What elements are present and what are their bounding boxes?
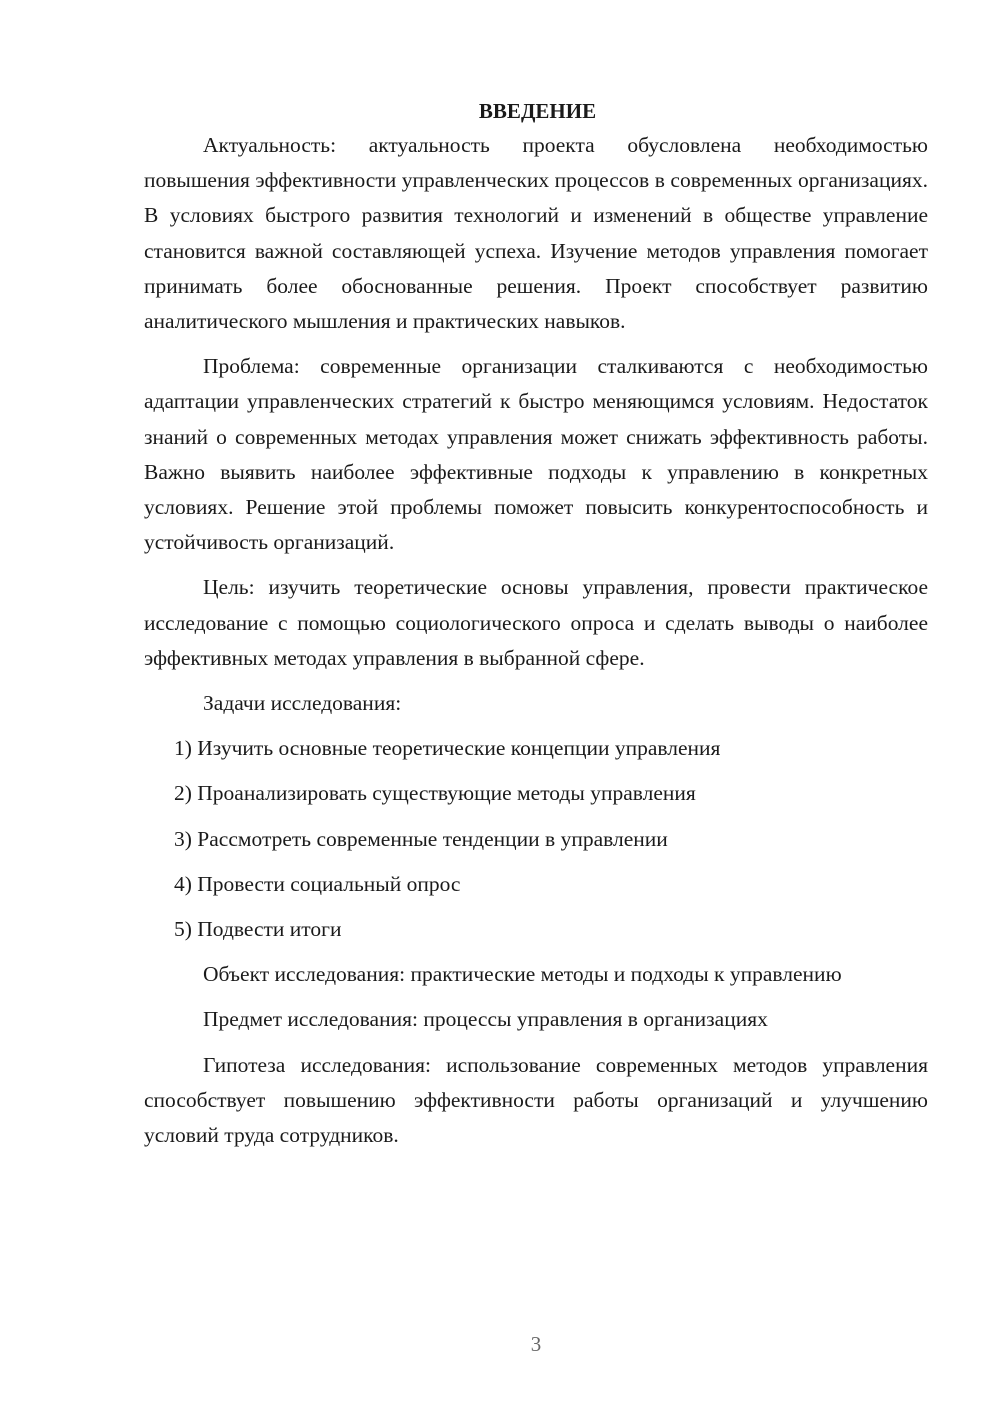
list-item: 2) Проанализировать существующие методы управления — [174, 781, 696, 806]
tasks-list — [144, 731, 928, 947]
goal-paragraph: Цель: изучить теоретические основы управления, провести практическое исследование с помощью социологического опроса и сделать выводы о наиболее эффективных методах управления в выбранной сфере. — [144, 575, 928, 670]
hypothesis-paragraph: Гипотеза исследования: использование современных методов управления способствует повышению эффективности работы организаций и улучшению условий труда сотрудников. — [144, 1052, 928, 1148]
subject-paragraph: Предмет исследования: процессы управления в организациях — [203, 1007, 768, 1032]
object-paragraph: Объект исследования: практические методы и подходы к управлению — [203, 962, 842, 987]
list-item: 4) Провести социальный опрос — [174, 871, 461, 896]
tasks-intro: Задачи исследования: — [203, 691, 402, 716]
relevance-paragraph: Актуальность: актуальность проекта обусловлена необходимостью повышения эффективности управленческих процессов в современных организациях. В условиях быстрого развития технологий и изменений в обществе управление становится важной составляющей успеха. Изучение методов управления помогает принимать более обоснованные решения. Проект способствует развитию аналитического мышления и практических навыков. — [144, 133, 928, 334]
page-number: 3 — [530, 1332, 542, 1356]
problem-paragraph: Проблема: современные организации сталкиваются с необходимостью адаптации управленческих стратегий к быстро меняющимся условиям. Недостаток знаний о современных методах управления может снижать эффективность работы. Важно выявить наиболее эффективные подходы к управлению в конкретных условиях. Решение этой проблемы поможет повысить конкурентоспособность и устойчивость организаций. — [144, 354, 928, 555]
section-heading: ВВЕДЕНИЕ — [478, 99, 597, 123]
list-item: 5) Подвести итоги — [174, 917, 342, 942]
list-item: 3) Рассмотреть современные тенденции в управлении — [174, 826, 668, 851]
document-page — [144, 96, 928, 1163]
list-item: 1) Изучить основные теоретические концепции управления — [174, 736, 721, 761]
